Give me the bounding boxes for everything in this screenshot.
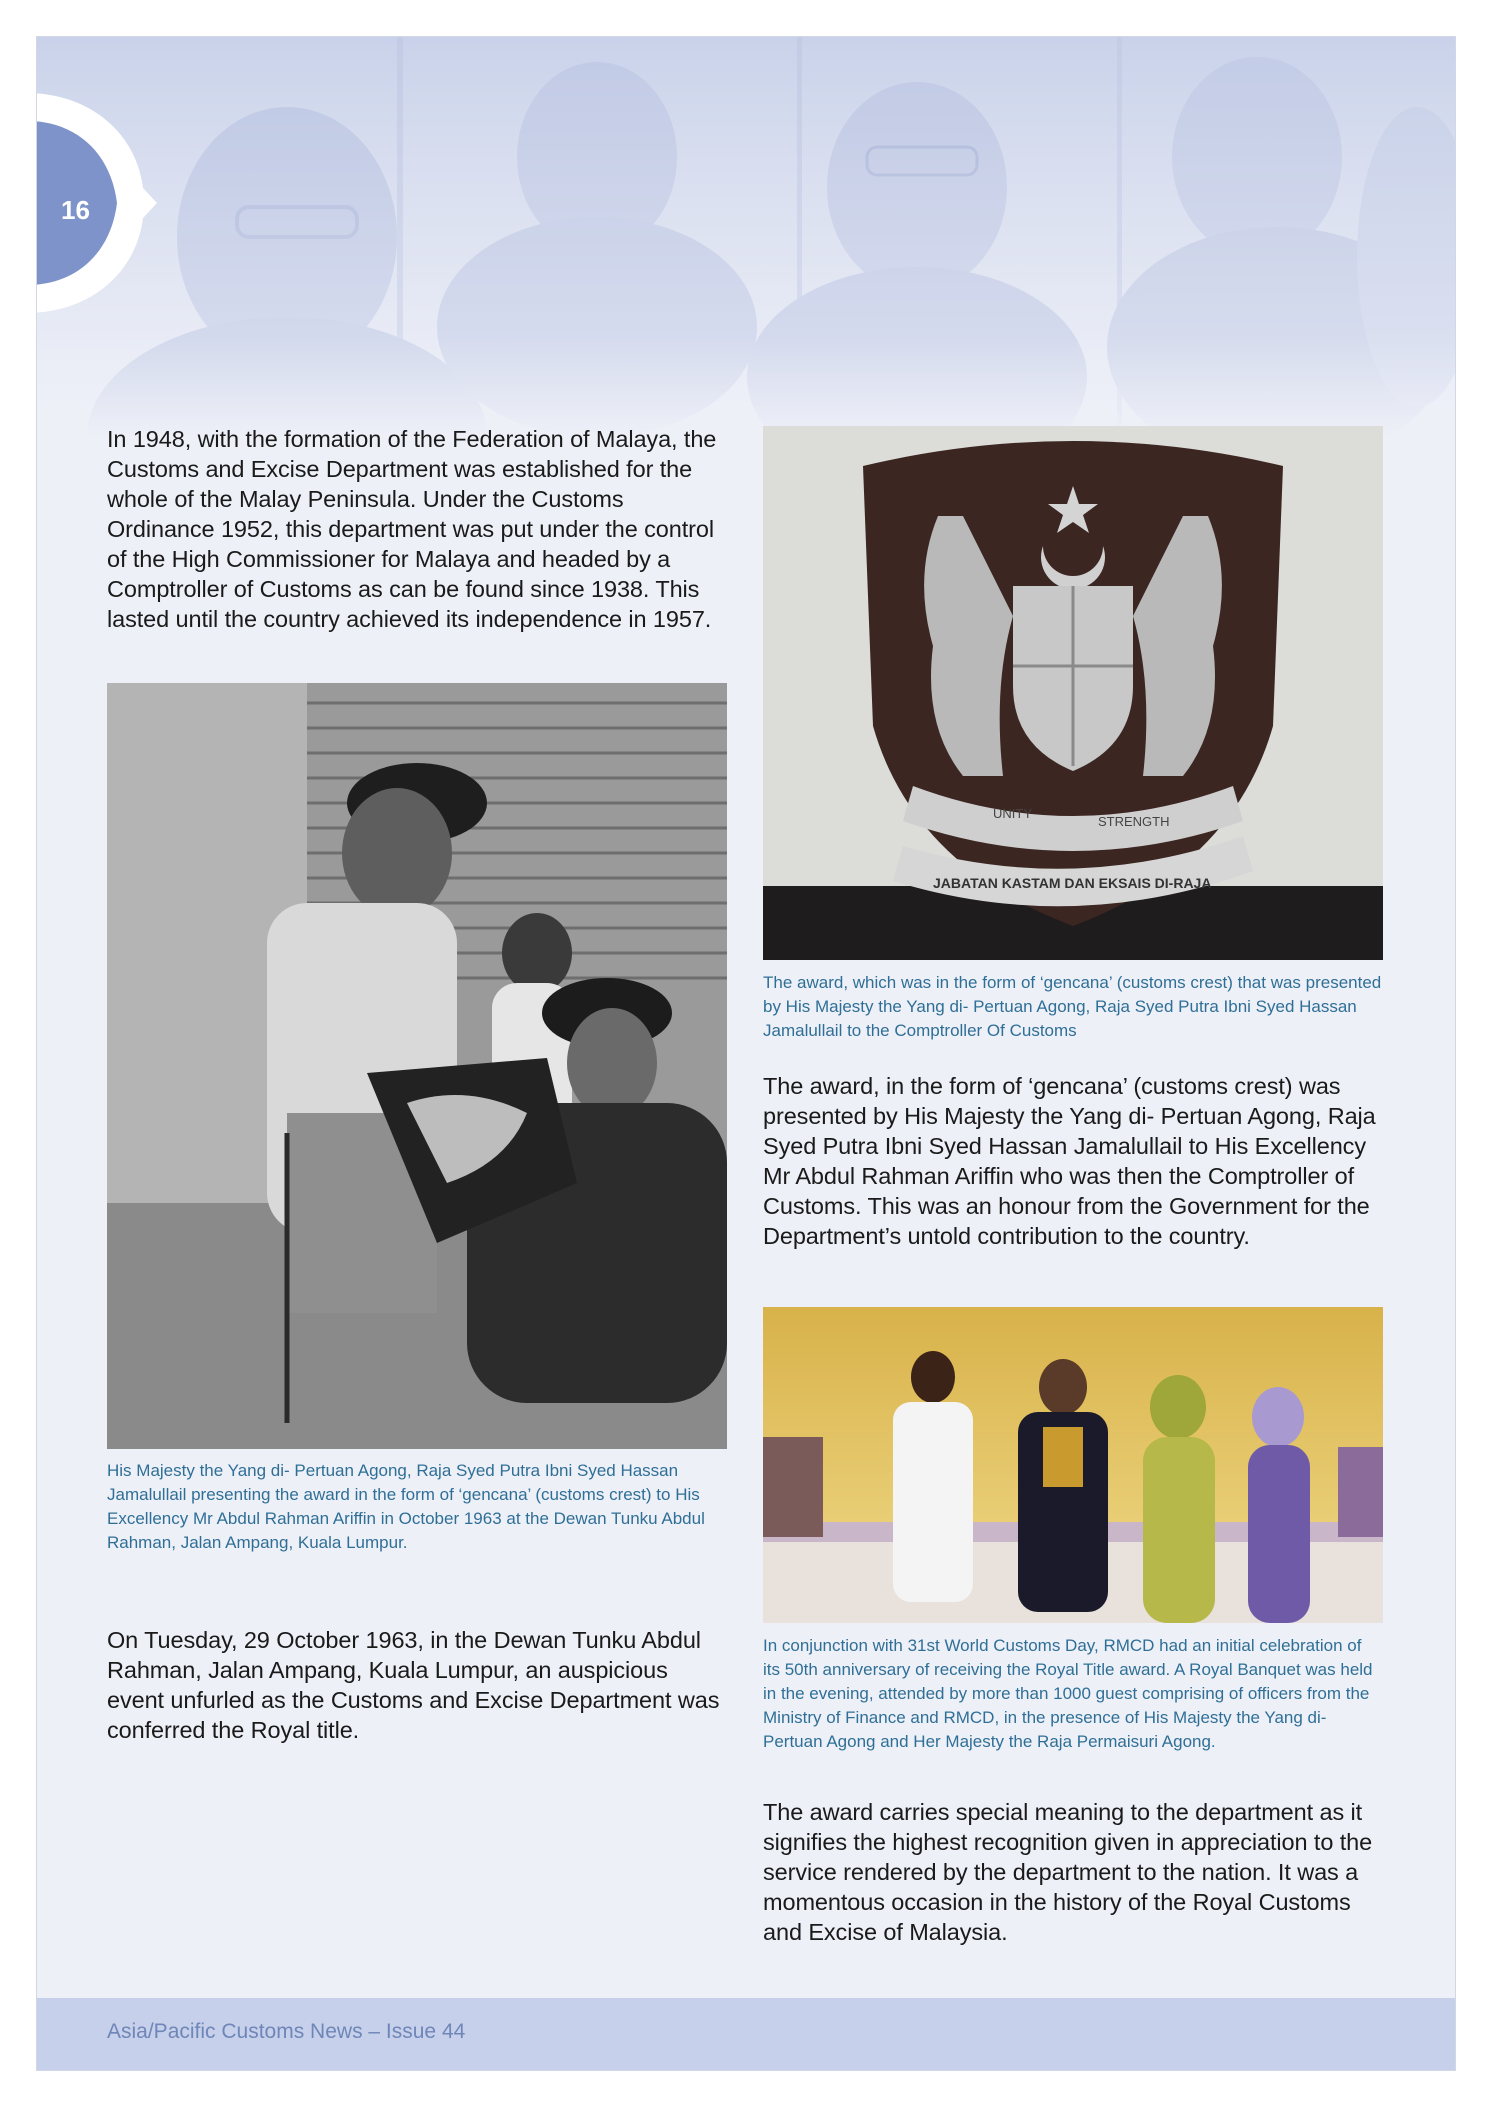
historic-photo-caption: His Majesty the Yang di- Pertuan Agong, Raja Syed Putra Ibni Syed Hassan Jamalullail presenting the award in the form of ‘gencana’ (customs crest) to His Excellency Mr Abdul Rahman Ariffin in October 1963 at the Dewan Tunku Abdul Rahman, Jalan Ampang, Kuala Lumpur. xyxy=(107,1461,705,1552)
publication-footer: Asia/Pacific Customs News – Issue 44 xyxy=(107,2020,466,2043)
award-paragraph: The award, in the form of ‘gencana’ (customs crest) was presented by His Majesty the Yang di- Pertuan Agong, Raja Syed Putra Ibni Syed Hassan Jamalullail to His Excellency Mr Abdul Rahman Ariffin who was then the Comptroller of Customs. This was an honour from the Government for the Department’s untold contribution to the country. xyxy=(763,1073,1376,1249)
page-number: 16 xyxy=(61,195,90,225)
crest-motto-right: STRENGTH xyxy=(1098,814,1170,829)
historic-ceremony-photo xyxy=(107,683,727,1449)
meaning-paragraph: The award carries special meaning to the department as it signifies the highest recognition given in appreciation to the service rendered by the department to the nation. It was a momentous occasion in the history of the Royal Customs and Excise of Malaysia. xyxy=(763,1799,1373,1945)
banquet-photo-caption: In conjunction with 31st World Customs Day, RMCD had an initial celebration of its 50th anniversary of receiving the Royal Title award. A Royal Banquet was held in the evening, attended by more than 1000 guest comprising of officers from the Ministry of Finance and RMCD, in the presence of His Majesty the Yang di-Pertuan Agong and Her Majesty the Raja Permaisuri Agong. xyxy=(763,1636,1373,1751)
royal-banquet-photo xyxy=(763,1307,1383,1623)
crest-photo-caption: The award, which was in the form of ‘gencana’ (customs crest) that was presented by His Majesty the Yang di- Pertuan Agong, Raja Syed Putra Ibni Syed Hassan Jamalullail to the Comptroller Of Customs xyxy=(763,973,1382,1040)
magazine-page xyxy=(36,36,1456,2071)
header-banner xyxy=(37,37,1455,437)
footer-band xyxy=(37,1998,1455,2070)
intro-paragraph: In 1948, with the formation of the Federation of Malaya, the Customs and Excise Department was established for the whole of the Malay Peninsula. Under the Customs Ordinance 1952, this department was put under the control of the High Commissioner for Malaya and headed by a Comptroller of Customs as can be found since 1938. This lasted until the country achieved its independence in 1957. xyxy=(107,426,717,632)
header-photo-collage xyxy=(37,37,1455,437)
crest-scroll-text: JABATAN KASTAM DAN EKSAIS DI-RAJA xyxy=(933,875,1212,891)
customs-crest-photo xyxy=(763,426,1383,960)
crest-motto-left: UNITY xyxy=(993,806,1032,821)
event-paragraph: On Tuesday, 29 October 1963, in the Dewan Tunku Abdul Rahman, Jalan Ampang, Kuala Lumpur, an auspicious event unfurled as the Customs and Excise Department was conferred the Royal title. xyxy=(107,1627,720,1743)
